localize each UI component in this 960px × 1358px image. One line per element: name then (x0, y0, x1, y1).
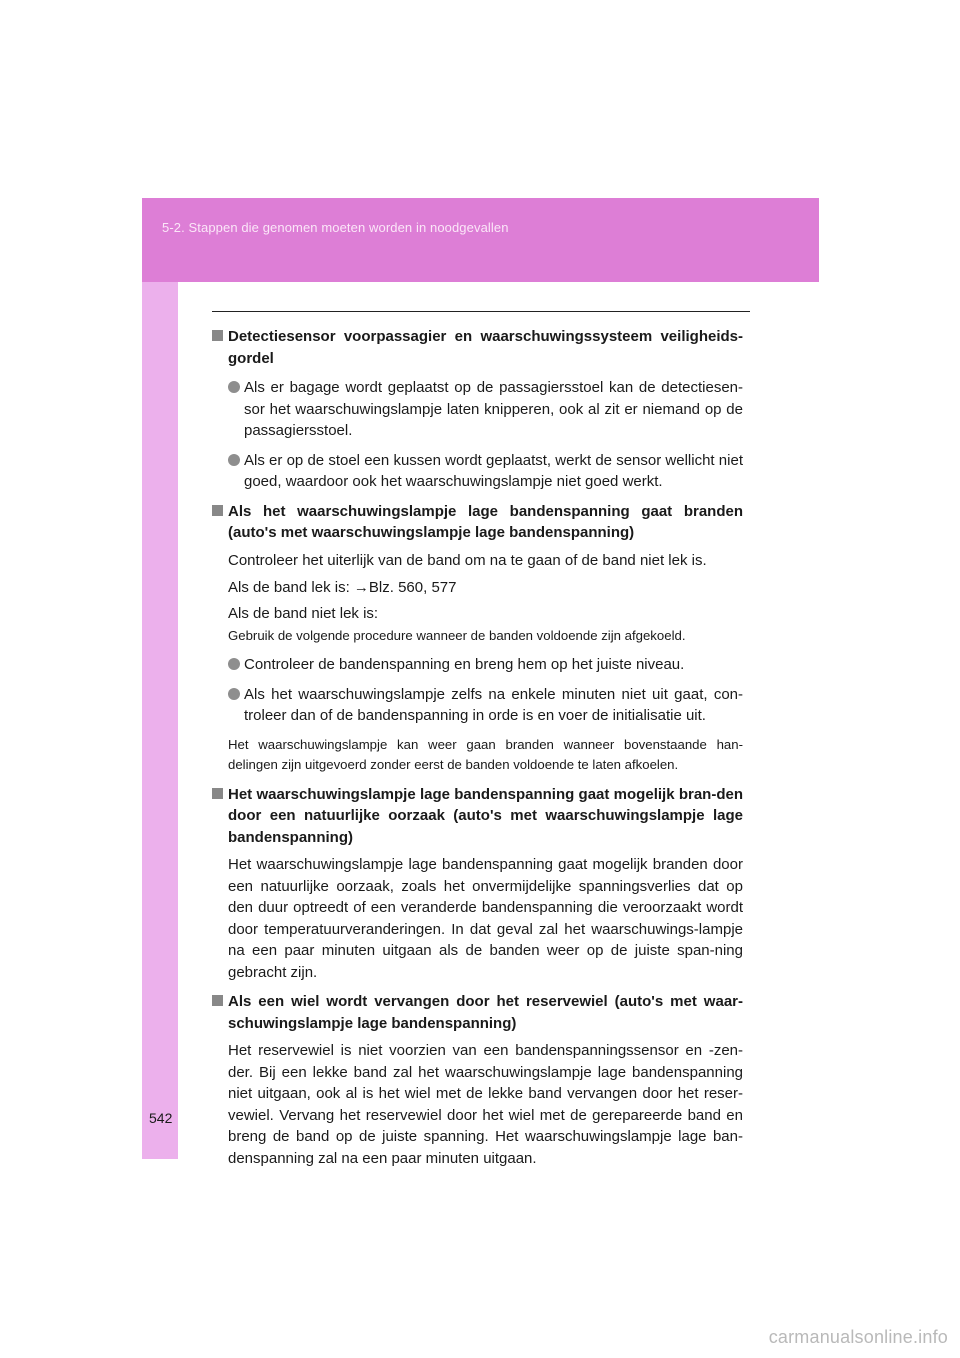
square-bullet-icon (212, 505, 223, 516)
list-item (228, 684, 743, 727)
section-tire-pressure-warning (212, 501, 743, 776)
list-item (228, 654, 743, 676)
paragraph: Als de band lek is: →Blz. 560, 577 (228, 579, 457, 596)
section-natural-cause (212, 784, 743, 984)
list-item-text: Als er op de stoel een kussen wordt geplaatst, werkt de sensor wellicht niet goed, waardoor ook het waarschuwingslampje niet goed werkt. (244, 451, 743, 490)
paragraph: Gebruik de volgende procedure wanneer de banden voldoende zijn afgekoeld. (228, 628, 686, 643)
watermark-text: carmanualsonline.info (768, 1327, 948, 1347)
chapter-breadcrumb: 5-2. Stappen die genomen moeten worden in noodgevallen (162, 220, 509, 235)
section-heading: Het waarschuwingslampje lage bandenspanning gaat mogelijk bran-den door een natuurlijke oorzaak (auto's met waarschuwingslampje lage bandenspanning) (228, 785, 743, 846)
page-content (212, 326, 743, 1177)
section-heading: Detectiesensor voorpassagier en waarschuwingssysteem veiligheids-gordel (228, 328, 743, 367)
paragraph: Het reservewiel is niet voorzien van een bandenspanningssensor en -zen-der. Bij een lekke band zal het waarschuwingslampje lage bandenspanning niet uitgaan, ook al is het wiel met de lekke band vervangen door het reser-vewiel. Vervang het reservewiel door het wiel met de gerepareerde band en breng de band op de juiste spanning. Het waarschuwingslampje lage ban-denspanning zal na een paar minuten uitgaan. (228, 1042, 743, 1167)
square-bullet-icon (212, 788, 223, 799)
square-bullet-icon (212, 995, 223, 1006)
list-item (228, 450, 743, 493)
note-text: Het waarschuwingslampje kan weer gaan branden wanneer bovenstaande han-delingen zijn uitgevoerd zonder eerst de banden voldoende te laten afkoelen. (228, 736, 743, 772)
paragraph: Controleer het uiterlijk van de band om na te gaan of de band niet lek is. (228, 551, 707, 569)
square-bullet-icon (212, 330, 223, 341)
list-item-text: Als het waarschuwingslampje zelfs na enkele minuten niet uit gaat, con-troleer dan of de bandenspanning in orde is en voer de initialisatie uit. (244, 685, 743, 724)
circle-bullet-icon (228, 688, 240, 700)
top-divider (212, 311, 750, 312)
page-number: 542 (149, 1110, 173, 1126)
section-seat-sensor (212, 326, 743, 493)
circle-bullet-icon (228, 381, 240, 393)
circle-bullet-icon (228, 658, 240, 670)
section-heading: Als het waarschuwingslampje lage bandenspanning gaat branden (auto's met waarschuwingslampje lage bandenspanning) (228, 502, 743, 541)
list-item (228, 377, 743, 442)
section-heading: Als een wiel wordt vervangen door het reservewiel (auto's met waar-schuwingslampje lage bandenspanning) (228, 993, 743, 1032)
circle-bullet-icon (228, 454, 240, 466)
chapter-header-band (142, 198, 819, 282)
paragraph: Als de band niet lek is: (228, 604, 379, 622)
paragraph: Het waarschuwingslampje lage bandenspanning gaat mogelijk branden door een natuurlijke oorzaak, zoals het onvermijdelijke spanningsverlies dat op den duur optreedt of een veranderde bandenspanning die veroorzaakt wordt door temperatuurveranderingen. In dat geval zal het waarschuwings-lampje na een paar minuten uitgaan als de banden weer op de juiste span-ning gebracht zijn. (228, 856, 743, 981)
list-item-text: Als er bagage wordt geplaatst op de passagiersstoel kan de detectiesen-sor het waarschuwingslampje laten knipperen, ook al zit er niemand op de passagiersstoel. (244, 379, 743, 439)
chapter-side-tab (142, 282, 178, 1159)
list-item-text: Controleer de bandenspanning en breng hem op het juiste niveau. (244, 656, 685, 673)
section-spare-wheel (212, 991, 743, 1169)
